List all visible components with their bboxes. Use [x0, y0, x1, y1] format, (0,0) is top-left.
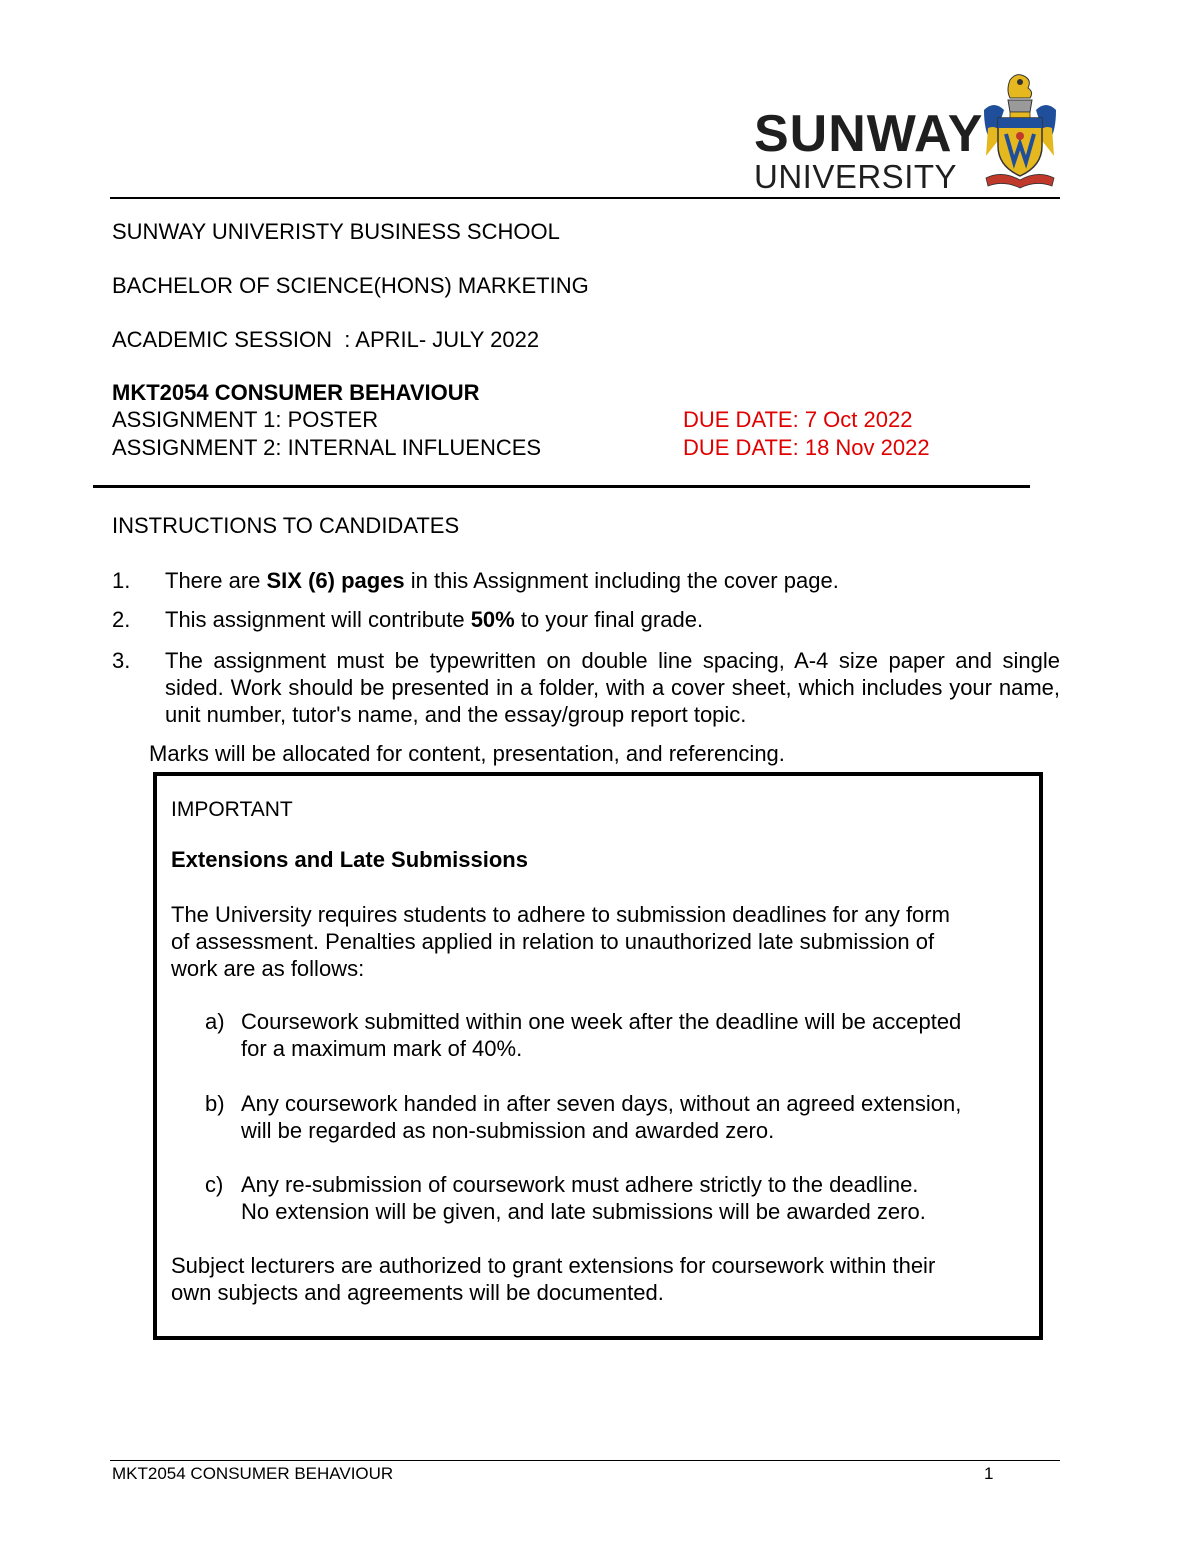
penalty-a-line: Coursework submitted within one week after the deadline will be accepted: [241, 1009, 962, 1034]
header-rule: [110, 197, 1060, 199]
penalty-b-line: will be regarded as non-submission and awarded zero.: [241, 1118, 775, 1143]
instruction-item-2: [165, 606, 1060, 633]
logo-word-university: UNIVERSITY: [754, 158, 958, 195]
penalty-c-line: No extension will be given, and late submissions will be awarded zero.: [241, 1199, 926, 1224]
page-number: 1: [984, 1464, 994, 1483]
assignment-1-due-date: DUE DATE: 7 Oct 2022: [683, 407, 913, 432]
closing-line: own subjects and agreements will be documented.: [171, 1280, 664, 1305]
instruction-number: 1.: [112, 568, 131, 593]
instruction-2-text-end: to your final grade.: [514, 607, 704, 632]
important-title: Extensions and Late Submissions: [171, 847, 528, 872]
penalty-letter: b): [205, 1091, 225, 1116]
intro-line: work are as follows:: [171, 956, 365, 981]
logo-word-sunway: SUNWAY: [754, 105, 984, 163]
university-crest-icon: [980, 70, 1060, 192]
instruction-item-1: [165, 567, 1060, 594]
section-rule: [93, 485, 1030, 488]
penalty-a-line: for a maximum mark of 40%.: [241, 1036, 523, 1061]
instruction-number: 2.: [112, 607, 131, 632]
penalty-letter: a): [205, 1009, 225, 1034]
penalty-c-line: Any re-submission of coursework must adhere strictly to the deadline.: [241, 1172, 919, 1197]
instruction-2-text-start: This assignment will contribute: [165, 607, 471, 632]
instruction-2-bold: 50%: [470, 607, 515, 632]
instruction-1-text-end: in this Assignment including the cover page.: [404, 568, 839, 593]
penalty-letter: c): [205, 1172, 224, 1197]
course-title: MKT2054 CONSUMER BEHAVIOUR: [112, 380, 480, 405]
marks-note: Marks will be allocated for content, presentation, and referencing.: [149, 741, 785, 766]
closing-line: Subject lecturers are authorized to grant extensions for coursework within their: [171, 1253, 936, 1278]
footer-course: MKT2054 CONSUMER BEHAVIOUR: [112, 1464, 394, 1483]
academic-session: ACADEMIC SESSION : APRIL- JULY 2022: [112, 327, 540, 352]
sunway-university-logo: [748, 66, 1064, 196]
instruction-number: 3.: [112, 648, 131, 673]
important-notice-box: [153, 772, 1043, 1340]
instruction-1-text-start: There are: [165, 568, 267, 593]
programme-name: BACHELOR OF SCIENCE(HONS) MARKETING: [112, 273, 589, 298]
intro-line: of assessment. Penalties applied in relation to unauthorized late submission of: [171, 929, 935, 954]
assignment-2-due-date: DUE DATE: 18 Nov 2022: [683, 435, 930, 460]
penalty-b-line: Any coursework handed in after seven days, without an agreed extension,: [241, 1091, 962, 1116]
instructions-heading: INSTRUCTIONS TO CANDIDATES: [112, 513, 460, 538]
school-name: SUNWAY UNIVERISTY BUSINESS SCHOOL: [112, 219, 560, 244]
assignment-1-title: ASSIGNMENT 1: POSTER: [112, 407, 379, 432]
assignment-2-title: ASSIGNMENT 2: INTERNAL INFLUENCES: [112, 435, 542, 460]
important-label: IMPORTANT: [171, 798, 293, 821]
instruction-1-bold: SIX (6) pages: [266, 568, 405, 593]
footer-rule: [110, 1460, 1060, 1461]
instruction-item-3: The assignment must be typewritten on double line spacing, A-4 size paper and single sided. Work should be presented in a folder, with a cover sheet, which includes your name, unit number, tutor's name, and the essay/group report topic.: [165, 648, 1060, 727]
intro-line: The University requires students to adhere to submission deadlines for any form: [171, 902, 950, 927]
